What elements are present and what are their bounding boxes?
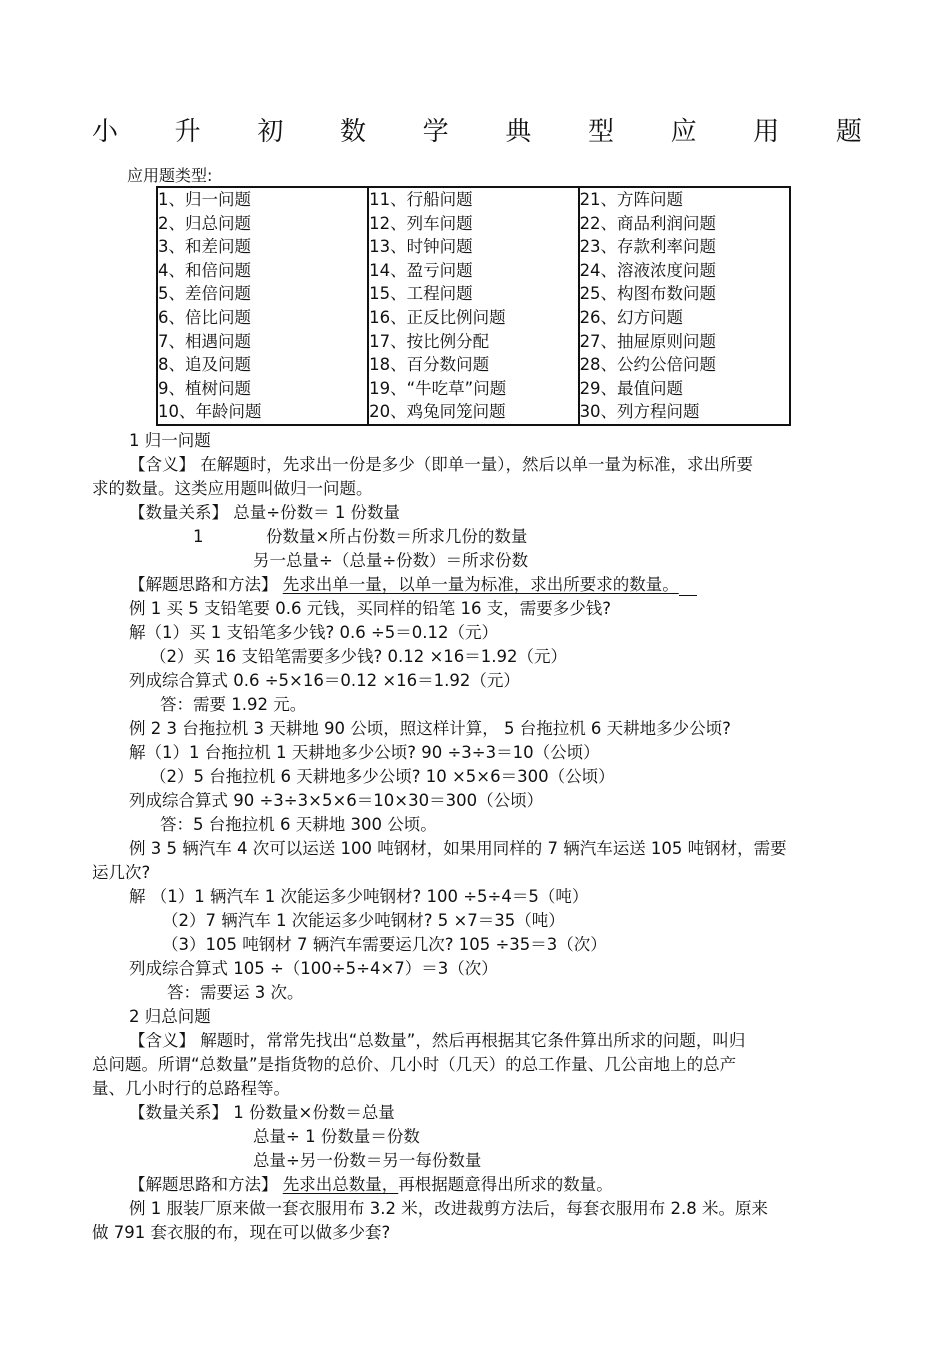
table-cell: 30、列方程问题 xyxy=(579,400,790,425)
table-cell: 8、追及问题 xyxy=(157,353,368,377)
table-cell: 1、归一问题 xyxy=(157,187,368,212)
definition-text: 量、几小时行的总路程等。 xyxy=(92,1079,290,1098)
table-cell: 13、时钟问题 xyxy=(368,235,578,259)
method-text xyxy=(129,1174,613,1196)
table-row xyxy=(157,282,790,306)
title-char: 初 xyxy=(257,116,284,147)
relation-text: 总量÷另一份数＝另一每份数量 xyxy=(253,1151,482,1170)
table-cell: 2、归总问题 xyxy=(157,212,368,236)
definition-text: 求的数量。这类应用题叫做归一问题。 xyxy=(92,479,373,498)
relation-text: 份数量×所占份数＝所求几份的数量 xyxy=(266,527,528,546)
table-cell: 15、工程问题 xyxy=(368,282,578,306)
title-char: 小 xyxy=(92,116,119,147)
table-cell: 20、鸡兔同笼问题 xyxy=(368,400,578,425)
combined-formula: 列成综合算式 105 ÷（100÷5÷4×7）＝3（次） xyxy=(129,959,498,978)
table-cell: 12、列车问题 xyxy=(368,212,578,236)
table-cell: 4、和倍问题 xyxy=(157,259,368,283)
method-underlined: 先求出总数量， xyxy=(282,1175,399,1194)
table-row xyxy=(157,259,790,283)
table-cell: 9、植树问题 xyxy=(157,377,368,401)
solution-step: 解（1）买 1 支铅笔多少钱? 0.6 ÷5＝0.12（元） xyxy=(129,623,499,642)
table-cell: 23、存款利率问题 xyxy=(579,235,790,259)
table-cell: 17、按比例分配 xyxy=(368,330,578,354)
solution-step: （2）5 台拖拉机 6 天耕地多少公顷? 10 ×5×6＝300（公顷） xyxy=(150,767,615,786)
table-cell: 10、年龄问题 xyxy=(157,400,368,425)
table-cell: 27、抽屉原则问题 xyxy=(579,330,790,354)
relation-text: 另一总量÷（总量÷份数）＝所求份数 xyxy=(253,551,529,570)
title-char: 数 xyxy=(339,116,366,147)
definition-text: 总问题。所谓“总数量”是指货物的总价、几小时（几天）的总工作量、几公亩地上的总产 xyxy=(92,1055,737,1074)
solution-step: （3）105 吨钢材 7 辆汽车需要运几次? 105 ÷35＝3（次） xyxy=(162,935,607,954)
table-cell: 25、构图布数问题 xyxy=(579,282,790,306)
problem-types-table xyxy=(156,186,791,426)
relation-text: 1 xyxy=(193,527,204,546)
table-row xyxy=(157,400,790,425)
table-row xyxy=(157,187,790,212)
title-char: 升 xyxy=(174,116,201,147)
combined-formula: 列成综合算式 90 ÷3÷3×5×6＝10×30＝300（公顷） xyxy=(129,791,544,810)
table-cell: 28、公约公倍问题 xyxy=(579,353,790,377)
definition-text: 【含义】 在解题时，先求出一份是多少（即单一量），然后以单一量为标准，求出所要 xyxy=(129,455,753,474)
title-char: 型 xyxy=(587,116,614,147)
relation-text: 总量÷ 1 份数量＝份数 xyxy=(253,1127,420,1146)
answer-text: 答：5 台拖拉机 6 天耕地 300 公顷。 xyxy=(160,815,437,834)
title-char: 用 xyxy=(753,116,780,147)
answer-text: 答：需要 1.92 元。 xyxy=(160,695,307,714)
table-cell: 24、溶液浓度问题 xyxy=(579,259,790,283)
title-char: 学 xyxy=(422,116,449,147)
example-question: 做 791 套衣服的布，现在可以做多少套? xyxy=(92,1223,391,1242)
table-cell: 19、“牛吃草”问题 xyxy=(368,377,578,401)
table-row xyxy=(157,330,790,354)
example-question: 例 3 5 辆汽车 4 次可以运送 100 吨钢材，如果用同样的 7 辆汽车运送 105 吨钢材，需要 xyxy=(129,839,787,858)
section-heading: 1 归一问题 xyxy=(129,431,211,450)
title-char: 题 xyxy=(835,116,862,147)
example-question: 运几次? xyxy=(92,863,151,882)
example-question: 例 2 3 台拖拉机 3 天耕地 90 公顷，照这样计算， 5 台拖拉机 6 天耕地多少公顷? xyxy=(129,719,731,738)
table-row xyxy=(157,377,790,401)
table-cell: 5、差倍问题 xyxy=(157,282,368,306)
table-cell: 3、和差问题 xyxy=(157,235,368,259)
table-row xyxy=(157,306,790,330)
relation-text: 【数量关系】 总量÷份数＝ 1 份数量 xyxy=(129,503,401,522)
method-underlined: 先求出单一量，以单一量为标准，求出所要求的数量。 xyxy=(282,575,679,594)
table-cell: 21、方阵问题 xyxy=(579,187,790,212)
method-rest: 再根据题意得出所求的数量。 xyxy=(398,1175,613,1194)
table-cell: 22、商品利润问题 xyxy=(579,212,790,236)
page-title xyxy=(92,112,862,146)
method-label: 【解题思路和方法】 xyxy=(129,575,283,594)
example-question: 例 1 服装厂原来做一套衣服用布 3.2 米，改进裁剪方法后，每套衣服用布 2.8 米。原来 xyxy=(129,1199,768,1218)
underline-extension xyxy=(679,577,697,596)
table-row xyxy=(157,212,790,236)
solution-step: （2）7 辆汽车 1 次能运多少吨钢材? 5 ×7＝35（吨） xyxy=(162,911,565,930)
types-label: 应用题类型: xyxy=(127,166,213,185)
solution-step: 解 （1）1 辆汽车 1 次能运多少吨钢材? 100 ÷5÷4＝5（吨） xyxy=(129,887,589,906)
combined-formula: 列成综合算式 0.6 ÷5×16＝0.12 ×16＝1.92（元） xyxy=(129,671,520,690)
title-char: 应 xyxy=(670,116,697,147)
solution-step: （2）买 16 支铅笔需要多少钱? 0.12 ×16＝1.92（元） xyxy=(150,647,568,666)
example-question: 例 1 买 5 支铅笔要 0.6 元钱，买同样的铅笔 16 支，需要多少钱? xyxy=(129,599,611,618)
table-cell: 11、行船问题 xyxy=(368,187,578,212)
definition-text: 【含义】 解题时，常常先找出“总数量”，然后再根据其它条件算出所求的问题，叫归 xyxy=(129,1031,746,1050)
method-text xyxy=(129,574,697,596)
table-cell: 26、幻方问题 xyxy=(579,306,790,330)
solution-step: 解（1）1 台拖拉机 1 天耕地多少公顷? 90 ÷3÷3＝10（公顷） xyxy=(129,743,600,762)
relation-text: 【数量关系】 1 份数量×份数＝总量 xyxy=(129,1103,395,1122)
table-cell: 29、最值问题 xyxy=(579,377,790,401)
table-row xyxy=(157,353,790,377)
table-cell: 18、百分数问题 xyxy=(368,353,578,377)
section-heading: 2 归总问题 xyxy=(129,1007,211,1026)
table-cell: 14、盈亏问题 xyxy=(368,259,578,283)
table-cell: 6、倍比问题 xyxy=(157,306,368,330)
table-cell: 7、相遇问题 xyxy=(157,330,368,354)
method-label: 【解题思路和方法】 xyxy=(129,1175,283,1194)
table-row xyxy=(157,235,790,259)
title-char: 典 xyxy=(505,116,532,147)
answer-text: 答：需要运 3 次。 xyxy=(167,983,304,1002)
table-cell: 16、正反比例问题 xyxy=(368,306,578,330)
